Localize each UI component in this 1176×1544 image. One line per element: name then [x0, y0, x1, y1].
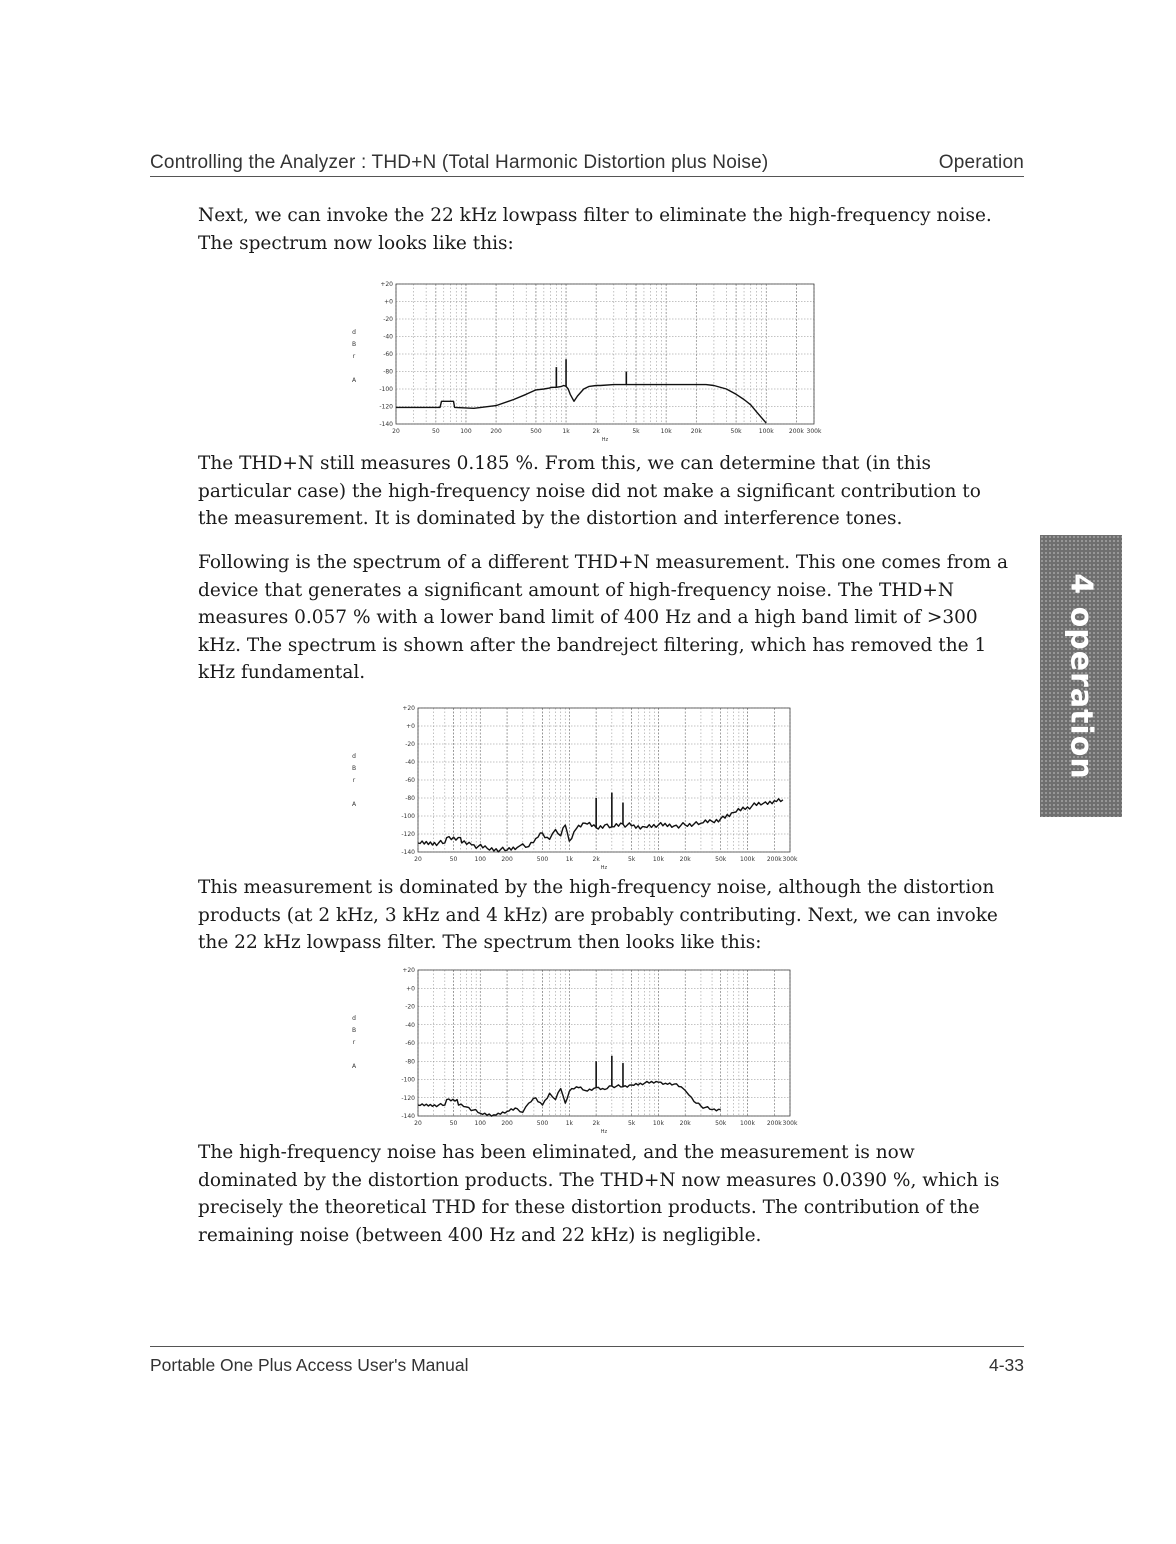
- x-tick-label: 200k: [788, 428, 804, 435]
- y-tick-label: -120: [379, 403, 393, 411]
- y-tick-label: -20: [383, 316, 393, 323]
- x-tick-label: 50k: [715, 856, 727, 863]
- y-tick-label: +20: [402, 705, 415, 712]
- x-tick-label: 50k: [730, 428, 742, 435]
- paragraph-5: The high-frequency noise has been eliminated, and the measurement is now dominated by the distortion products. The THD+N now measures 0.0390 %, which is precisely the theoretical THD for these distortion products. The contribution of the remaining noise (between 400 Hz and 22 kHz) is negligible.: [198, 1142, 1000, 1246]
- y-tick-label: -120: [401, 831, 415, 838]
- x-tick-label: 2k: [592, 856, 600, 863]
- x-tick-label: 50k: [715, 1120, 727, 1127]
- x-tick-label: 200: [490, 428, 502, 435]
- x-tick-label: 10k: [652, 856, 664, 863]
- x-tick-label: 2k: [592, 428, 600, 435]
- x-tick-label: 50: [449, 856, 458, 863]
- x-tick-label: 50: [449, 1120, 458, 1127]
- x-tick-label: 20: [392, 428, 400, 435]
- y-tick-label: -60: [383, 351, 393, 358]
- spectrum-chart-hf-noise: [342, 704, 802, 872]
- x-tick-label: 50: [432, 428, 440, 435]
- x-axis-label: Hz: [600, 865, 608, 871]
- series-line: [418, 799, 783, 852]
- manual-title: Portable One Plus Access User's Manual: [150, 1355, 469, 1375]
- x-tick-label: 200k: [766, 1120, 782, 1127]
- x-axis-label: Hz: [601, 437, 609, 443]
- y-tick-label: +0: [406, 985, 415, 993]
- y-tick-label: -60: [405, 1040, 415, 1047]
- x-tick-label: 10k: [660, 428, 672, 435]
- x-axis-label: Hz: [600, 1129, 608, 1135]
- paragraph-1: Next, we can invoke the 22 kHz lowpass filter to eliminate the high-frequency noise. The spectrum now looks like this:: [198, 205, 992, 254]
- y-tick-label: -40: [405, 759, 415, 766]
- y-tick-label: -80: [405, 1058, 415, 1066]
- x-tick-label: 500: [530, 428, 542, 435]
- x-tick-label: 1k: [562, 428, 570, 435]
- y-tick-label: -40: [405, 1021, 415, 1029]
- y-tick-label: +20: [402, 967, 415, 974]
- chapter-title: Operation: [938, 152, 1024, 173]
- chapter-tab-label: 4 operation: [1063, 572, 1099, 780]
- y-tick-label: +0: [384, 298, 393, 306]
- y-tick-label: -100: [401, 813, 415, 820]
- paragraph-2: The THD+N still measures 0.185 %. From this, we can determine that (in this particular case) the high-frequency noise did not make a significant contribution to the measurement. It is dominated by the distortion and interference tones.: [198, 453, 981, 529]
- x-tick-label: 1k: [565, 856, 573, 863]
- x-tick-label: 5k: [627, 1120, 636, 1127]
- x-tick-label: 300k: [782, 1120, 798, 1127]
- x-tick-label: 200: [501, 1120, 513, 1127]
- x-tick-label: 20k: [690, 428, 702, 435]
- y-tick-label: -80: [383, 368, 393, 376]
- y-tick-label: -140: [401, 1113, 415, 1120]
- x-tick-label: 20k: [679, 1120, 691, 1127]
- series-line: [396, 385, 766, 424]
- x-tick-label: 100k: [740, 856, 755, 863]
- x-tick-label: 100k: [740, 1120, 755, 1127]
- y-tick-label: +0: [406, 723, 415, 730]
- y-tick-label: -20: [405, 1003, 415, 1011]
- x-tick-label: 500: [536, 856, 549, 863]
- x-tick-label: 2k: [592, 1120, 600, 1127]
- x-tick-label: 100: [460, 428, 472, 435]
- chapter-tab[interactable]: [1040, 535, 1122, 817]
- spectrum-chart-hf-lowpass: [342, 966, 802, 1136]
- y-tick-label: -120: [401, 1094, 415, 1102]
- x-tick-label: 1k: [565, 1120, 573, 1127]
- y-tick-label: -140: [379, 421, 393, 428]
- y-tick-label: -100: [379, 386, 393, 393]
- x-tick-label: 20k: [679, 856, 691, 863]
- x-tick-label: 200: [501, 856, 513, 863]
- x-tick-label: 500: [536, 1120, 549, 1127]
- page-header: [150, 152, 1024, 177]
- y-tick-label: -80: [405, 795, 415, 802]
- chart-svg: [342, 704, 802, 872]
- x-tick-label: 100: [474, 1120, 486, 1127]
- y-tick-label: -20: [405, 741, 415, 748]
- x-tick-label: 20: [414, 856, 422, 863]
- x-tick-label: 300k: [782, 856, 798, 863]
- x-tick-label: 5k: [627, 856, 636, 863]
- x-tick-label: 5k: [632, 428, 640, 435]
- x-tick-label: 300k: [806, 428, 822, 435]
- section-title: Controlling the Analyzer : THD+N (Total Harmonic Distortion plus Noise): [150, 152, 769, 173]
- page-footer: [150, 1346, 1024, 1376]
- y-tick-label: -140: [401, 849, 415, 856]
- paragraph-3: Following is the spectrum of a different THD+N measurement. This one comes from a device that generates a significant amount of high-frequency noise. The THD+N measures 0.057 % with a lower band limit of 400 Hz and a high band limit of >300 kHz. The spectrum is shown after the bandreject filtering, which has removed the 1 kHz fundamental.: [198, 552, 1008, 683]
- y-axis-label: d B r A: [351, 1015, 357, 1070]
- chart-svg: [342, 278, 822, 446]
- chart-svg: [342, 966, 802, 1136]
- y-axis-label: d B r A: [351, 753, 357, 808]
- page-number: 4-33: [988, 1355, 1024, 1375]
- spectrum-chart-lowpass: [342, 278, 822, 446]
- y-tick-label: +20: [380, 281, 393, 288]
- x-tick-label: 10k: [652, 1120, 664, 1127]
- y-tick-label: -100: [401, 1076, 415, 1084]
- x-tick-label: 200k: [766, 856, 782, 863]
- x-tick-label: 100: [474, 856, 486, 863]
- y-axis-label: d B r A: [351, 329, 357, 384]
- x-tick-label: 100k: [758, 428, 774, 435]
- paragraph-4: This measurement is dominated by the high-frequency noise, although the distortion products (at 2 kHz, 3 kHz and 4 kHz) are probably contributing. Next, we can invoke the 22 kHz lowpass filter. The spectrum then looks like this:: [198, 877, 998, 953]
- y-tick-label: -60: [405, 777, 415, 784]
- x-tick-label: 20: [414, 1120, 422, 1127]
- y-tick-label: -40: [383, 333, 393, 341]
